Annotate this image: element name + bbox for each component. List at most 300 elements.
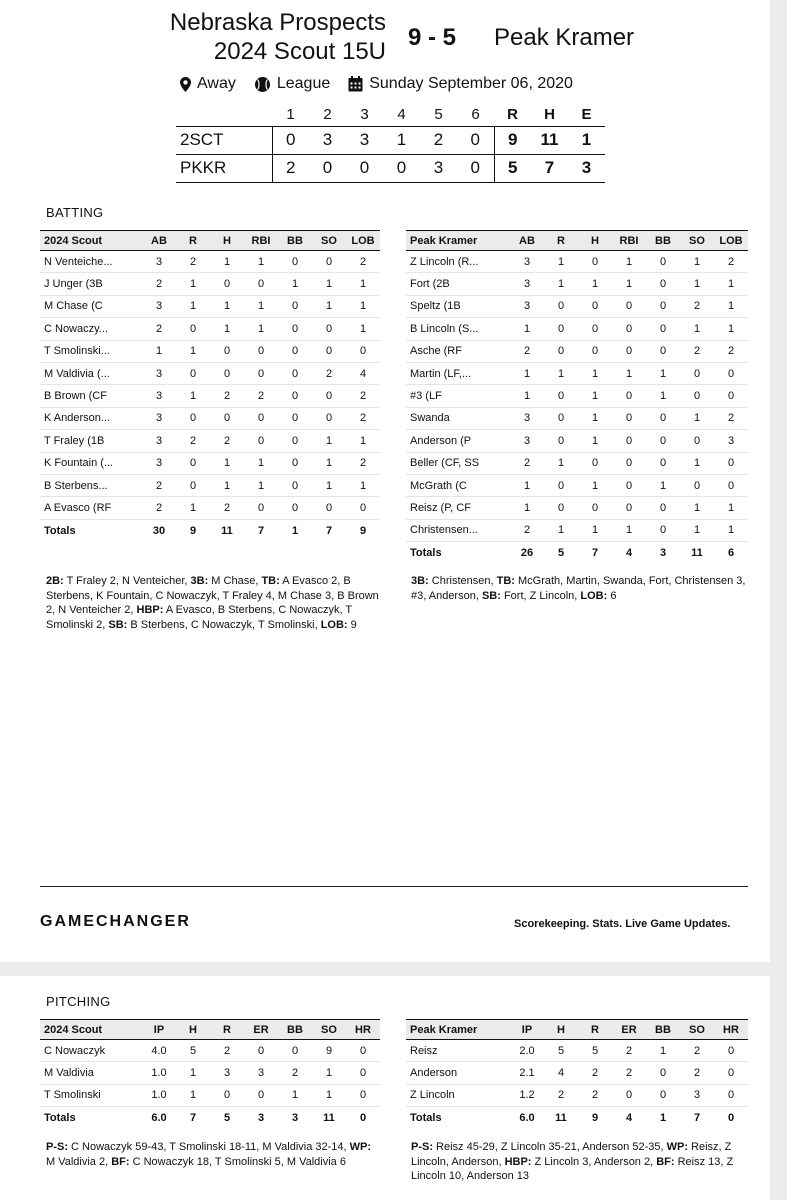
stat-value: 0 [210,273,244,295]
stat-value: 1 [510,318,544,340]
stats-header-row [406,231,748,251]
inning-score: 0 [322,158,333,177]
note-text: T Fraley 2, N Venteicher, [63,575,191,587]
stat-value: 2 [578,1062,612,1084]
stat-column-header: LOB [346,231,380,251]
player-name: B Sterbens... [40,474,142,496]
player-name: T Fraley (1B [40,430,142,452]
stat-value: 7 [325,524,333,537]
stat-value: 3 [142,295,176,317]
note-label: HBP: [136,604,164,616]
stat-value: 26 [520,547,534,560]
note-label: SB: [481,589,501,602]
inning-score: 3 [322,130,333,149]
stat-value: 1 [278,1084,312,1106]
stat-value: 2 [510,340,544,362]
note-label: WP: [666,1141,688,1153]
inning-score: 1 [396,130,407,149]
inning-header: 6 [471,106,480,124]
stat-column-header: BB [278,231,312,251]
stat-value: 0 [646,430,680,452]
player-name: B Brown (CF [40,385,142,407]
stat-value: 2 [714,407,748,429]
player-name: McGrath (C [406,474,510,496]
linescore-row [176,126,605,154]
note-label: 3B: [190,575,209,587]
stat-value: 1 [578,385,612,407]
footer-tagline: Scorekeeping. Stats. Live Game Updates. [514,918,731,930]
linescore-team: 2SCT [176,126,272,154]
table-row [40,273,380,295]
footer-divider [40,886,748,887]
stat-value: 9 [591,1112,599,1125]
stat-value: 0 [278,340,312,362]
linescore-row [176,154,605,182]
stat-value: 4.0 [142,1040,176,1062]
stat-value: 11 [555,1112,567,1125]
stat-value: 3 [210,1062,244,1084]
stat-value: 3 [142,430,176,452]
player-name: #3 (LF [406,385,510,407]
player-name: C Nowaczy... [40,318,142,340]
stat-column-header: BB [646,1020,680,1040]
note-text: A Evasco 2, B Sterbens, K Fountain, C Nowaczyk, T Fraley 4, M Chase 3, B Brown 2, N Venteicher 2, [46,575,382,616]
stat-value: 0 [244,430,278,452]
stat-value: 1 [510,497,544,519]
stat-value: 3 [142,362,176,384]
stat-value: 2 [346,251,380,273]
note-text: M Chase, [208,575,262,587]
stat-value: 7 [189,1112,197,1125]
stat-value: 1 [176,340,210,362]
stat-value: 2 [176,251,210,273]
stat-value: 2 [312,362,346,384]
table-row [406,273,748,295]
stat-column-header: BB [278,1020,312,1040]
stat-value: 2 [680,340,714,362]
stat-value: 0 [612,340,646,362]
table-row [406,497,748,519]
stat-value: 1 [244,318,278,340]
stat-value: 1 [680,519,714,541]
stat-column-header: H [176,1020,210,1040]
stat-value: 1 [578,362,612,384]
stat-column-header: IP [510,1020,544,1040]
player-name: Swanda [406,407,510,429]
stat-column-header: SO [680,231,714,251]
stat-value: 1.2 [510,1084,544,1106]
stat-value: 4 [544,1062,578,1084]
stat-value: 0 [346,497,380,519]
stat-value: 4 [346,362,380,384]
stat-column-header: R [210,1020,244,1040]
stat-value: 2 [346,452,380,474]
note-label: LOB: [320,618,348,631]
stat-value: 2 [210,430,244,452]
inning-score: 0 [359,158,370,177]
stats-header-row [40,1020,380,1040]
note-label: P-S: [46,1141,68,1153]
stat-value: 1 [680,497,714,519]
stat-value: 2 [210,1040,244,1062]
stat-value: 3 [510,407,544,429]
table-row [406,452,748,474]
stat-value: 1 [680,273,714,295]
stat-value: 1 [578,430,612,452]
table-row [40,474,380,496]
errors-total: 1 [581,130,592,149]
stat-value: 0 [544,318,578,340]
note-label: 2B: [46,575,64,587]
stat-value: 9 [359,524,367,537]
inning-score: 2 [286,158,296,177]
stat-value: 0 [646,340,680,362]
stat-value: 1 [612,273,646,295]
stat-value: 0 [210,1084,244,1106]
stat-value: 3 [142,407,176,429]
boxscore-page-2 [0,976,770,1200]
game-location: Away [197,75,236,92]
note-label: TB: [496,575,515,587]
stat-value: 0 [312,497,346,519]
stat-value: 0 [278,407,312,429]
stat-value: 1 [578,474,612,496]
stat-value: 0 [646,497,680,519]
player-name: Totals [410,547,442,560]
away-batting-notes [411,574,751,603]
player-name: Anderson [406,1062,510,1084]
stat-value: 0 [612,1084,646,1106]
stat-value: 2 [346,385,380,407]
stat-value: 1 [210,318,244,340]
stat-value: 0 [612,407,646,429]
stat-column-header: RBI [244,231,278,251]
table-row [40,430,380,452]
stat-value: 1 [578,273,612,295]
stat-value: 0 [312,318,346,340]
stat-value: 1 [510,474,544,496]
stat-value: 1 [142,340,176,362]
stat-value: 0 [714,385,748,407]
stat-value: 0 [210,340,244,362]
player-name: Totals [44,524,76,537]
runs-total: 9 [508,130,518,149]
stats-header-row [40,231,380,251]
inning-header: 3 [360,106,369,124]
stat-value: 1 [544,452,578,474]
player-name: T Smolinski [40,1084,142,1106]
stat-value: 1 [646,1040,680,1062]
stat-value: 0 [312,340,346,362]
stat-value: 0 [544,474,578,496]
inning-header: 5 [434,106,443,124]
stat-value: 1 [176,273,210,295]
note-label: TB: [261,575,280,587]
stat-column-header: RBI [612,231,646,251]
player-name: Z Lincoln (R... [406,251,510,273]
totals-row [40,519,380,541]
stat-value: 1.0 [142,1062,176,1084]
stat-value: 1.0 [142,1084,176,1106]
hits-header: H [544,106,555,124]
opponent-team-name: Peak Kramer [494,24,635,51]
note-text: Fort, Z Lincoln, [500,589,581,602]
stat-value: 0 [578,295,612,317]
stat-value: 1 [312,273,346,295]
errors-total: 3 [581,158,592,177]
stat-column-header: H [210,231,244,251]
stat-value: 0 [278,474,312,496]
home-team-name [96,8,386,66]
player-name: N Venteiche... [40,251,142,273]
table-row [40,295,380,317]
stat-value: 0 [278,430,312,452]
note-text: Reisz 13, Z Lincoln 10, Anderson 13 [411,1155,737,1182]
player-name: Totals [44,1112,76,1125]
stat-column-header: H [578,231,612,251]
player-name: K Anderson... [40,407,142,429]
stat-value: 1 [510,385,544,407]
game-type: League [276,75,331,92]
note-text: M Valdivia 2, [46,1141,375,1168]
table-row [40,407,380,429]
away-batting-table [406,230,748,564]
home-team-line1: Nebraska Prospects [169,9,386,36]
team-column-header: Peak Kramer [406,1020,510,1040]
stat-value: 2 [544,1084,578,1106]
stat-value: 0 [544,497,578,519]
note-text: C Nowaczyk 59-43, T Smolinski 18-11, M Valdivia 32-14, [68,1141,350,1153]
player-name: Fort (2B [406,273,510,295]
stat-value: 2 [142,318,176,340]
player-name: Reisz (P, CF [406,497,510,519]
stat-column-header: R [578,1020,612,1040]
table-row [406,340,748,362]
table-row [40,318,380,340]
stat-value: 30 [152,524,166,537]
note-label: HBP: [504,1155,532,1168]
stat-value: 0 [578,318,612,340]
hits-total: 11 [540,130,559,149]
stat-value: 0 [346,1040,380,1062]
stat-value: 0 [646,295,680,317]
stat-value: 2 [612,1062,646,1084]
errors-header: E [581,106,592,124]
stat-value: 1 [291,524,299,537]
stat-value: 2 [578,1084,612,1106]
table-row [406,385,748,407]
stat-value: 2 [510,519,544,541]
stat-value: 0 [244,407,278,429]
table-row [406,1062,748,1084]
stat-value: 5 [578,1040,612,1062]
stat-value: 0 [646,407,680,429]
stat-value: 7 [591,547,599,560]
stat-value: 0 [244,497,278,519]
stat-value: 1 [544,251,578,273]
stat-value: 0 [312,251,346,273]
stat-value: 1 [714,519,748,541]
stat-value: 0 [578,251,612,273]
stat-value: 1 [510,362,544,384]
stat-column-header: ER [244,1020,278,1040]
stat-value: 3 [510,273,544,295]
stat-value: 0 [244,362,278,384]
stat-value: 0 [680,385,714,407]
stat-value: 1 [544,519,578,541]
stat-value: 1 [346,273,380,295]
home-pitching-table [40,1019,380,1129]
stat-value: 0 [612,474,646,496]
note-text: 9 [347,618,357,631]
table-row [40,251,380,273]
stat-value: 6 [727,547,735,560]
stat-value: 0 [544,340,578,362]
stat-value: 1 [244,295,278,317]
stat-value: 1 [210,474,244,496]
stat-value: 0 [646,452,680,474]
player-name: Z Lincoln [406,1084,510,1106]
stat-value: 0 [578,340,612,362]
stat-value: 3 [291,1112,299,1125]
inning-score: 3 [433,158,444,177]
table-row [406,1040,748,1062]
inning-header: 2 [323,106,332,124]
stat-value: 0 [312,385,346,407]
stat-value: 0 [612,318,646,340]
stat-value: 0 [714,452,748,474]
table-row [40,452,380,474]
table-row [406,519,748,541]
note-label: WP: [349,1141,372,1153]
inning-score: 0 [286,130,296,149]
linescore-table [176,104,605,183]
stat-value: 0 [278,385,312,407]
stat-value: 0 [612,295,646,317]
player-name: Anderson (P [406,430,510,452]
stat-value: 2.0 [510,1040,544,1062]
totals-row [40,1107,380,1129]
stat-value: 1 [312,430,346,452]
stat-value: 0 [312,407,346,429]
stat-value: 4 [625,547,633,560]
pitching-section-title: PITCHING [46,994,111,1009]
note-label: BF: [656,1155,675,1168]
stat-value: 11 [323,1112,335,1125]
linescore-team: PKKR [176,154,272,182]
note-text: 6 [607,589,617,602]
stat-value: 0 [646,251,680,273]
stat-value: 0 [612,430,646,452]
stat-value: 1 [659,1112,667,1125]
stat-value: 1 [312,452,346,474]
stat-value: 0 [346,340,380,362]
stat-value: 0 [244,1084,278,1106]
stat-value: 1 [210,295,244,317]
stat-value: 5 [176,1040,210,1062]
away-pitching-notes [411,1140,751,1184]
stat-column-header: AB [142,231,176,251]
stat-value: 2 [278,1062,312,1084]
stat-value: 9 [189,524,197,537]
stat-value: 11 [221,524,233,537]
stat-value: 1 [714,318,748,340]
player-name: Speltz (1B [406,295,510,317]
stat-value: 0 [176,452,210,474]
stat-value: 0 [359,1112,367,1125]
player-name: M Chase (C [40,295,142,317]
stat-value: 0 [646,1062,680,1084]
note-label: P-S: [411,1141,433,1153]
stat-column-header: SO [312,231,346,251]
stat-value: 7 [693,1112,701,1125]
stat-column-header: SO [312,1020,346,1040]
note-text: C Nowaczyk 18, T Smolinski 5, M Valdivia 6 [129,1155,346,1168]
stat-value: 3 [714,430,748,452]
stat-value: 1 [646,385,680,407]
stat-column-header: BB [646,231,680,251]
stat-column-header: HR [346,1020,380,1040]
stat-value: 0 [278,1040,312,1062]
stat-value: 0 [646,519,680,541]
stat-value: 1 [176,497,210,519]
table-row [406,474,748,496]
stat-value: 1 [278,273,312,295]
stat-value: 1 [176,1062,210,1084]
stat-value: 1 [612,251,646,273]
stat-value: 1 [176,295,210,317]
stat-value: 0 [727,1112,735,1125]
stat-value: 0 [278,497,312,519]
stat-value: 3 [257,1112,265,1125]
stat-value: 1 [612,519,646,541]
home-batting-table [40,230,380,542]
player-name: C Nowaczyk [40,1040,142,1062]
calendar-icon [348,76,363,92]
stat-value: 0 [646,1084,680,1106]
stat-value: 2 [142,497,176,519]
table-row [406,1084,748,1106]
stat-column-header: R [544,231,578,251]
stat-value: 0 [680,474,714,496]
note-text: Reisz, Z Lincoln, Anderson, [411,1141,735,1168]
stat-value: 0 [210,362,244,384]
stat-value: 2 [142,474,176,496]
final-score: 9 - 5 [408,24,457,51]
stat-value: 0 [544,295,578,317]
stat-value: 3 [142,385,176,407]
table-row [406,407,748,429]
stat-value: 3 [510,430,544,452]
stat-value: 2 [612,1040,646,1062]
stat-value: 2 [210,385,244,407]
stat-value: 1 [680,251,714,273]
stat-value: 1 [714,295,748,317]
stat-value: 1 [714,273,748,295]
stat-value: 0 [612,497,646,519]
stat-value: 1 [680,407,714,429]
stat-value: 0 [714,1040,748,1062]
stat-value: 0 [680,430,714,452]
stat-value: 1 [176,1084,210,1106]
stat-value: 1 [346,430,380,452]
table-row [406,295,748,317]
stat-value: 1 [612,362,646,384]
stat-value: 3 [142,452,176,474]
stat-value: 0 [176,407,210,429]
player-name: Reisz [406,1040,510,1062]
note-text: Z Lincoln 3, Anderson 2, [531,1155,657,1168]
